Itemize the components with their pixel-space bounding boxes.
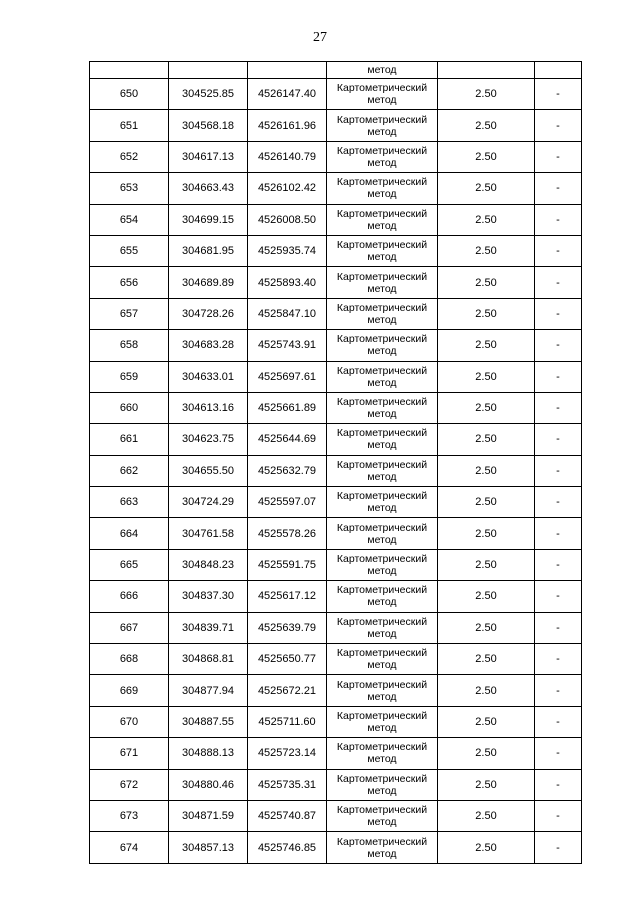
method-cell <box>327 392 438 423</box>
method-line-2: метод <box>367 722 397 734</box>
note-cell: - <box>535 706 582 737</box>
table-row <box>90 361 582 392</box>
x-coordinate-cell: 304868.81 <box>169 644 248 675</box>
point-number-cell: 655 <box>90 235 169 266</box>
method-line-1: Картометрический <box>336 615 428 628</box>
note-cell: - <box>535 79 582 110</box>
x-coordinate-cell: 304613.16 <box>169 392 248 423</box>
point-number-cell: 658 <box>90 330 169 361</box>
point-number-cell: 663 <box>90 487 169 518</box>
accuracy-cell: 2.50 <box>438 832 535 863</box>
table-row <box>90 832 582 863</box>
y-coordinate-cell: 4526140.79 <box>248 141 327 172</box>
method-line-1: Картометрический <box>336 239 428 252</box>
point-number-cell: 661 <box>90 424 169 455</box>
table-row <box>90 675 582 706</box>
point-number-cell: 665 <box>90 549 169 580</box>
method-line-1: Картометрический <box>336 772 428 785</box>
accuracy-cell: 2.50 <box>438 800 535 831</box>
note-cell: - <box>535 424 582 455</box>
method-line-1: Картометрический <box>336 741 428 754</box>
y-coordinate-cell: 4525578.26 <box>248 518 327 549</box>
method-line-1: Картометрический <box>336 458 428 471</box>
note-cell: - <box>535 487 582 518</box>
method-line-2: метод <box>367 784 397 797</box>
point-number-cell: 670 <box>90 706 169 737</box>
point-number-cell <box>90 62 169 79</box>
page-number: 27 <box>313 30 327 45</box>
x-coordinate-cell: 304724.29 <box>169 487 248 518</box>
accuracy-cell: 2.50 <box>438 549 535 580</box>
x-coordinate-cell: 304857.13 <box>169 832 248 863</box>
accuracy-cell: 2.50 <box>438 518 535 549</box>
x-coordinate-cell: 304663.43 <box>169 173 248 204</box>
x-coordinate-cell: 304681.95 <box>169 235 248 266</box>
point-number-cell: 652 <box>90 141 169 172</box>
method-cell <box>327 79 438 110</box>
accuracy-cell: 2.50 <box>438 110 535 141</box>
y-coordinate-cell: 4526102.42 <box>248 173 327 204</box>
method-line-2: метод <box>367 376 397 389</box>
y-coordinate-cell: 4525935.74 <box>248 235 327 266</box>
method-line-1: Картометрический <box>336 521 428 534</box>
y-coordinate-cell: 4525591.75 <box>248 549 327 580</box>
method-cell <box>327 800 438 831</box>
y-coordinate-cell: 4525632.79 <box>248 455 327 486</box>
coordinates-table <box>89 61 582 864</box>
method-line-1: Картометрический <box>336 364 428 377</box>
method-line-2: метод <box>367 502 397 515</box>
y-coordinate-cell: 4525735.31 <box>248 769 327 800</box>
point-number-cell: 659 <box>90 361 169 392</box>
method-cell <box>327 549 438 580</box>
x-coordinate-cell: 304689.89 <box>169 267 248 298</box>
x-coordinate-cell: 304837.30 <box>169 581 248 612</box>
point-number-cell: 653 <box>90 173 169 204</box>
method-line-2: метод <box>367 439 397 452</box>
method-line-1: Картометрический <box>336 113 428 126</box>
point-number-cell: 669 <box>90 675 169 706</box>
method-cell <box>327 738 438 769</box>
x-coordinate-cell: 304880.46 <box>169 769 248 800</box>
method-cell <box>327 706 438 737</box>
point-number-cell: 666 <box>90 581 169 612</box>
table-row <box>90 769 582 800</box>
accuracy-cell: 2.50 <box>438 769 535 800</box>
note-cell: - <box>535 235 582 266</box>
table-row <box>90 706 582 737</box>
note-cell: - <box>535 455 582 486</box>
method-cell <box>327 769 438 800</box>
x-coordinate-cell: 304871.59 <box>169 800 248 831</box>
point-number-cell: 660 <box>90 392 169 423</box>
method-line-1: Картометрический <box>336 82 428 95</box>
point-number-cell: 668 <box>90 644 169 675</box>
table-row <box>90 173 582 204</box>
point-number-cell: 671 <box>90 738 169 769</box>
method-cell <box>327 581 438 612</box>
accuracy-cell: 2.50 <box>438 204 535 235</box>
table-row <box>90 738 582 769</box>
method-cell <box>327 298 438 329</box>
y-coordinate-cell: 4525597.07 <box>248 487 327 518</box>
y-coordinate-cell: 4525743.91 <box>248 330 327 361</box>
method-line-1: Картометрический <box>336 427 428 440</box>
table-row <box>90 110 582 141</box>
y-coordinate-cell: 4525893.40 <box>248 267 327 298</box>
point-number-cell: 662 <box>90 455 169 486</box>
x-coordinate-cell: 304623.75 <box>169 424 248 455</box>
method-line-2: метод <box>367 188 397 201</box>
point-number-cell: 656 <box>90 267 169 298</box>
accuracy-cell: 2.50 <box>438 267 535 298</box>
method-line-1: Картометрический <box>336 584 428 597</box>
table-row <box>90 612 582 643</box>
x-coordinate-cell: 304888.13 <box>169 738 248 769</box>
method-cell <box>327 424 438 455</box>
method-line-2: метод <box>367 816 397 829</box>
x-coordinate-cell: 304655.50 <box>169 455 248 486</box>
table-row <box>90 392 582 423</box>
point-number-cell: 674 <box>90 832 169 863</box>
x-coordinate-cell <box>169 62 248 79</box>
y-coordinate-cell: 4525639.79 <box>248 612 327 643</box>
method-cell <box>327 832 438 863</box>
note-cell: - <box>535 549 582 580</box>
method-cell <box>327 644 438 675</box>
point-number-cell: 667 <box>90 612 169 643</box>
method-cell <box>327 110 438 141</box>
note-cell: - <box>535 581 582 612</box>
method-cell <box>327 173 438 204</box>
x-coordinate-cell: 304848.23 <box>169 549 248 580</box>
note-cell: - <box>535 675 582 706</box>
note-cell: - <box>535 800 582 831</box>
method-line-1: Картометрический <box>336 144 428 157</box>
y-coordinate-cell: 4525617.12 <box>248 581 327 612</box>
point-number-cell: 673 <box>90 800 169 831</box>
accuracy-cell: 2.50 <box>438 581 535 612</box>
note-cell: - <box>535 832 582 863</box>
y-coordinate-cell: 4525644.69 <box>248 424 327 455</box>
method-line-2: метод <box>367 753 397 766</box>
method-line-2: метод <box>367 94 397 107</box>
y-coordinate-cell: 4526147.40 <box>248 79 327 110</box>
accuracy-cell: 2.50 <box>438 644 535 675</box>
method-line-2: метод <box>367 219 397 232</box>
method-cell <box>327 612 438 643</box>
accuracy-cell: 2.50 <box>438 173 535 204</box>
y-coordinate-cell: 4525697.61 <box>248 361 327 392</box>
accuracy-cell: 2.50 <box>438 79 535 110</box>
method-line-1: Картометрический <box>336 553 428 566</box>
y-coordinate-cell: 4525650.77 <box>248 644 327 675</box>
method-line-2: метод <box>367 627 397 640</box>
y-coordinate-cell <box>248 62 327 79</box>
note-cell: - <box>535 518 582 549</box>
method-line-2: метод <box>367 345 397 358</box>
method-cell <box>327 235 438 266</box>
y-coordinate-cell: 4525723.14 <box>248 738 327 769</box>
table-body <box>90 62 582 864</box>
note-cell <box>535 62 582 79</box>
x-coordinate-cell: 304699.15 <box>169 204 248 235</box>
note-cell: - <box>535 141 582 172</box>
method-line-1: Картометрический <box>336 647 428 660</box>
method-line-1: Картометрический <box>336 678 428 691</box>
method-line-1: Картометрический <box>336 396 428 409</box>
method-cell <box>327 267 438 298</box>
point-number-cell: 657 <box>90 298 169 329</box>
accuracy-cell: 2.50 <box>438 235 535 266</box>
method-cell: метод <box>327 62 438 79</box>
x-coordinate-cell: 304887.55 <box>169 706 248 737</box>
y-coordinate-cell: 4525740.87 <box>248 800 327 831</box>
accuracy-cell: 2.50 <box>438 738 535 769</box>
note-cell: - <box>535 330 582 361</box>
table-row <box>90 235 582 266</box>
method-line-2: метод <box>367 156 397 169</box>
table-row <box>90 487 582 518</box>
method-line-2: метод <box>367 596 397 609</box>
point-number-cell: 651 <box>90 110 169 141</box>
table-row <box>90 800 582 831</box>
method-line-1: Картометрический <box>336 301 428 314</box>
method-cell <box>327 675 438 706</box>
y-coordinate-cell: 4525661.89 <box>248 392 327 423</box>
x-coordinate-cell: 304683.28 <box>169 330 248 361</box>
method-line-1: Картометрический <box>336 270 428 283</box>
table-row <box>90 267 582 298</box>
table-row <box>90 424 582 455</box>
accuracy-cell: 2.50 <box>438 487 535 518</box>
method-line-1: Картометрический <box>336 804 428 817</box>
note-cell: - <box>535 110 582 141</box>
accuracy-cell: 2.50 <box>438 455 535 486</box>
method-line-2: метод <box>367 125 397 138</box>
table-row <box>90 79 582 110</box>
method-line-1: Картометрический <box>336 490 428 503</box>
accuracy-cell: 2.50 <box>438 424 535 455</box>
method-line-2: метод <box>367 408 397 421</box>
y-coordinate-cell: 4525711.60 <box>248 706 327 737</box>
accuracy-cell <box>438 62 535 79</box>
note-cell: - <box>535 298 582 329</box>
x-coordinate-cell: 304617.13 <box>169 141 248 172</box>
method-cell <box>327 141 438 172</box>
method-cell <box>327 455 438 486</box>
accuracy-cell: 2.50 <box>438 298 535 329</box>
x-coordinate-cell: 304839.71 <box>169 612 248 643</box>
note-cell: - <box>535 204 582 235</box>
method-line-1: Картометрический <box>336 710 428 722</box>
method-line-1: Картометрический <box>336 835 428 848</box>
note-cell: - <box>535 392 582 423</box>
table-row <box>90 330 582 361</box>
x-coordinate-cell: 304633.01 <box>169 361 248 392</box>
method-line-2: метод <box>367 690 397 703</box>
method-line-1: Картометрический <box>336 176 428 189</box>
note-cell: - <box>535 644 582 675</box>
method-cell <box>327 330 438 361</box>
method-line-2: метод <box>367 470 397 483</box>
continuation-row <box>90 62 582 79</box>
note-cell: - <box>535 361 582 392</box>
x-coordinate-cell: 304568.18 <box>169 110 248 141</box>
accuracy-cell: 2.50 <box>438 612 535 643</box>
note-cell: - <box>535 173 582 204</box>
note-cell: - <box>535 612 582 643</box>
accuracy-cell: 2.50 <box>438 361 535 392</box>
table-row <box>90 141 582 172</box>
table-row <box>90 644 582 675</box>
note-cell: - <box>535 738 582 769</box>
point-number-cell: 664 <box>90 518 169 549</box>
method-line-2: метод <box>367 533 397 546</box>
method-cell <box>327 487 438 518</box>
y-coordinate-cell: 4526008.50 <box>248 204 327 235</box>
method-line-2: метод <box>367 659 397 672</box>
accuracy-cell: 2.50 <box>438 675 535 706</box>
accuracy-cell: 2.50 <box>438 141 535 172</box>
method-line-2: метод <box>367 251 397 264</box>
accuracy-cell: 2.50 <box>438 706 535 737</box>
table-row <box>90 455 582 486</box>
method-line-2: метод <box>367 313 397 326</box>
table-row <box>90 298 582 329</box>
table-row <box>90 204 582 235</box>
method-line-2: метод <box>367 282 397 295</box>
note-cell: - <box>535 769 582 800</box>
y-coordinate-cell: 4526161.96 <box>248 110 327 141</box>
x-coordinate-cell: 304525.85 <box>169 79 248 110</box>
x-coordinate-cell: 304761.58 <box>169 518 248 549</box>
x-coordinate-cell: 304877.94 <box>169 675 248 706</box>
method-line-1: Картометрический <box>336 333 428 346</box>
method-cell <box>327 518 438 549</box>
method-line-2: метод <box>367 847 397 860</box>
table-row <box>90 581 582 612</box>
y-coordinate-cell: 4525746.85 <box>248 832 327 863</box>
table-row <box>90 518 582 549</box>
table-row <box>90 549 582 580</box>
note-cell: - <box>535 267 582 298</box>
method-cell <box>327 204 438 235</box>
y-coordinate-cell: 4525672.21 <box>248 675 327 706</box>
x-coordinate-cell: 304728.26 <box>169 298 248 329</box>
point-number-cell: 672 <box>90 769 169 800</box>
method-line-1: Картометрический <box>336 207 428 220</box>
accuracy-cell: 2.50 <box>438 392 535 423</box>
y-coordinate-cell: 4525847.10 <box>248 298 327 329</box>
point-number-cell: 654 <box>90 204 169 235</box>
method-cell <box>327 361 438 392</box>
method-line-2: метод <box>367 565 397 578</box>
point-number-cell: 650 <box>90 79 169 110</box>
accuracy-cell: 2.50 <box>438 330 535 361</box>
